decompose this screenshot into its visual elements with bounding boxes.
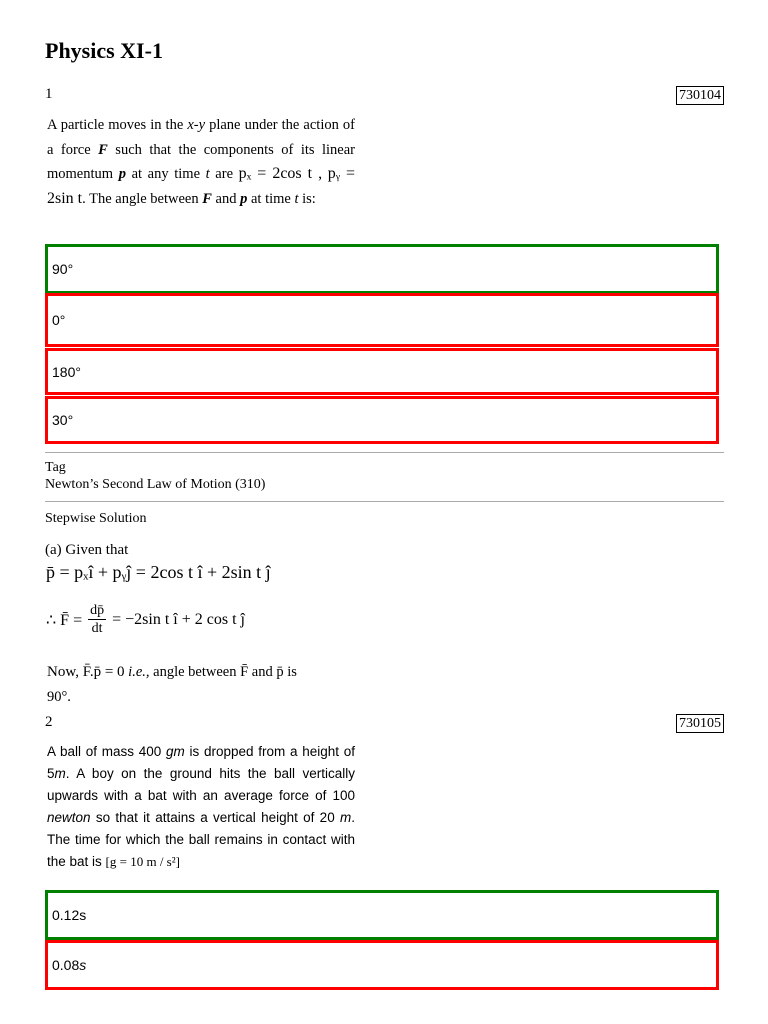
option-unit: s xyxy=(79,957,87,973)
question-text-part: . A boy on the ground hits the ball vertically upwards with a bat with an average force of 100 xyxy=(47,766,355,803)
conclusion-end: 90°. xyxy=(47,688,71,705)
equation-px: pₓ = 2cos t , xyxy=(238,165,323,182)
question-text-italic: x-y xyxy=(187,117,206,133)
question-text-symbol: F xyxy=(98,141,108,158)
divider xyxy=(45,501,724,502)
question-text-part: at any time xyxy=(125,166,206,182)
solution-conclusion xyxy=(47,660,357,709)
answer-option-correct[interactable] xyxy=(45,890,719,940)
question-text-part: at time xyxy=(247,190,295,207)
conclusion-rest: angle between F̄ and p̄ is xyxy=(149,664,297,680)
equation-py: pᵧ = 2sin t xyxy=(47,165,356,207)
option-label: 0.08 xyxy=(52,957,80,973)
answer-option[interactable] xyxy=(45,396,719,444)
equation-prefix: ∴ F̄ = xyxy=(46,611,83,629)
answer-option[interactable] xyxy=(45,348,719,395)
question-text-symbol: p xyxy=(240,190,248,207)
tag-label: Tag xyxy=(45,460,66,475)
conclusion-prefix: Now, F̄.p̄ = 0 xyxy=(47,664,125,680)
question-id: 730104 xyxy=(676,86,724,105)
question-text-part: and xyxy=(211,190,241,207)
question-text-italic: gm xyxy=(165,744,185,759)
question-number: 1 xyxy=(45,86,53,102)
question-text-part: A particle moves in the xyxy=(47,117,188,133)
solution-equation-force xyxy=(46,602,245,637)
question-text xyxy=(47,741,355,873)
question-text-part: are xyxy=(209,166,239,182)
solution-label: Stepwise Solution xyxy=(45,511,147,526)
question-text-italic: m xyxy=(54,766,66,781)
fraction-numerator: dp̄ xyxy=(90,603,105,618)
answer-option[interactable] xyxy=(45,940,719,990)
conclusion-ie: i.e., xyxy=(128,664,150,680)
question-text-part: plane under the action of a force xyxy=(47,117,355,158)
page-title: Physics XI-1 xyxy=(45,38,163,63)
option-label: 180° xyxy=(52,363,81,380)
question-text xyxy=(47,113,355,211)
question-text-italic: newton xyxy=(47,810,91,825)
question-text-part: is dropped from a height of 5 xyxy=(47,744,355,781)
question-text-italic: t xyxy=(294,190,299,207)
fraction xyxy=(88,602,106,637)
question-text-part: is: xyxy=(298,190,316,207)
question-text-italic: t xyxy=(205,166,210,182)
fraction-denominator: dt xyxy=(91,621,103,636)
question-text-symbol: p xyxy=(118,166,126,182)
solution-equation-momentum: p̄ = pₓî + pᵧĵ = 2cos t î + 2sin t ĵ xyxy=(46,562,271,582)
question-text-italic: m xyxy=(339,810,352,825)
option-label: 0° xyxy=(52,312,66,328)
option-label: 0.12s xyxy=(52,907,87,923)
equation-suffix: = −2sin t î + 2 cos t ĵ xyxy=(112,610,245,628)
option-label: 30° xyxy=(52,412,74,428)
answer-option-correct[interactable] xyxy=(45,244,719,294)
tag-value: Newton’s Second Law of Motion (310) xyxy=(45,477,266,492)
question-text-part: . The time for which the ball remains in contact with the bat is xyxy=(47,810,355,869)
question-text-symbol: F xyxy=(202,190,212,207)
equation-gravity: [g = 10 m / s²] xyxy=(105,854,180,869)
question-id: 730105 xyxy=(676,714,724,733)
option-label: 90° xyxy=(52,261,74,277)
question-text-part: A ball of mass 400 xyxy=(47,744,166,759)
question-number: 2 xyxy=(45,714,53,730)
solution-given: (a) Given that xyxy=(45,542,129,558)
question-text-part: so that it attains a vertical height of 20 xyxy=(90,810,340,825)
question-text-part: such that the components of its linear momentum xyxy=(47,141,355,182)
question-text-part: . The angle between xyxy=(82,190,203,207)
answer-option[interactable] xyxy=(45,293,719,347)
divider xyxy=(45,452,724,453)
